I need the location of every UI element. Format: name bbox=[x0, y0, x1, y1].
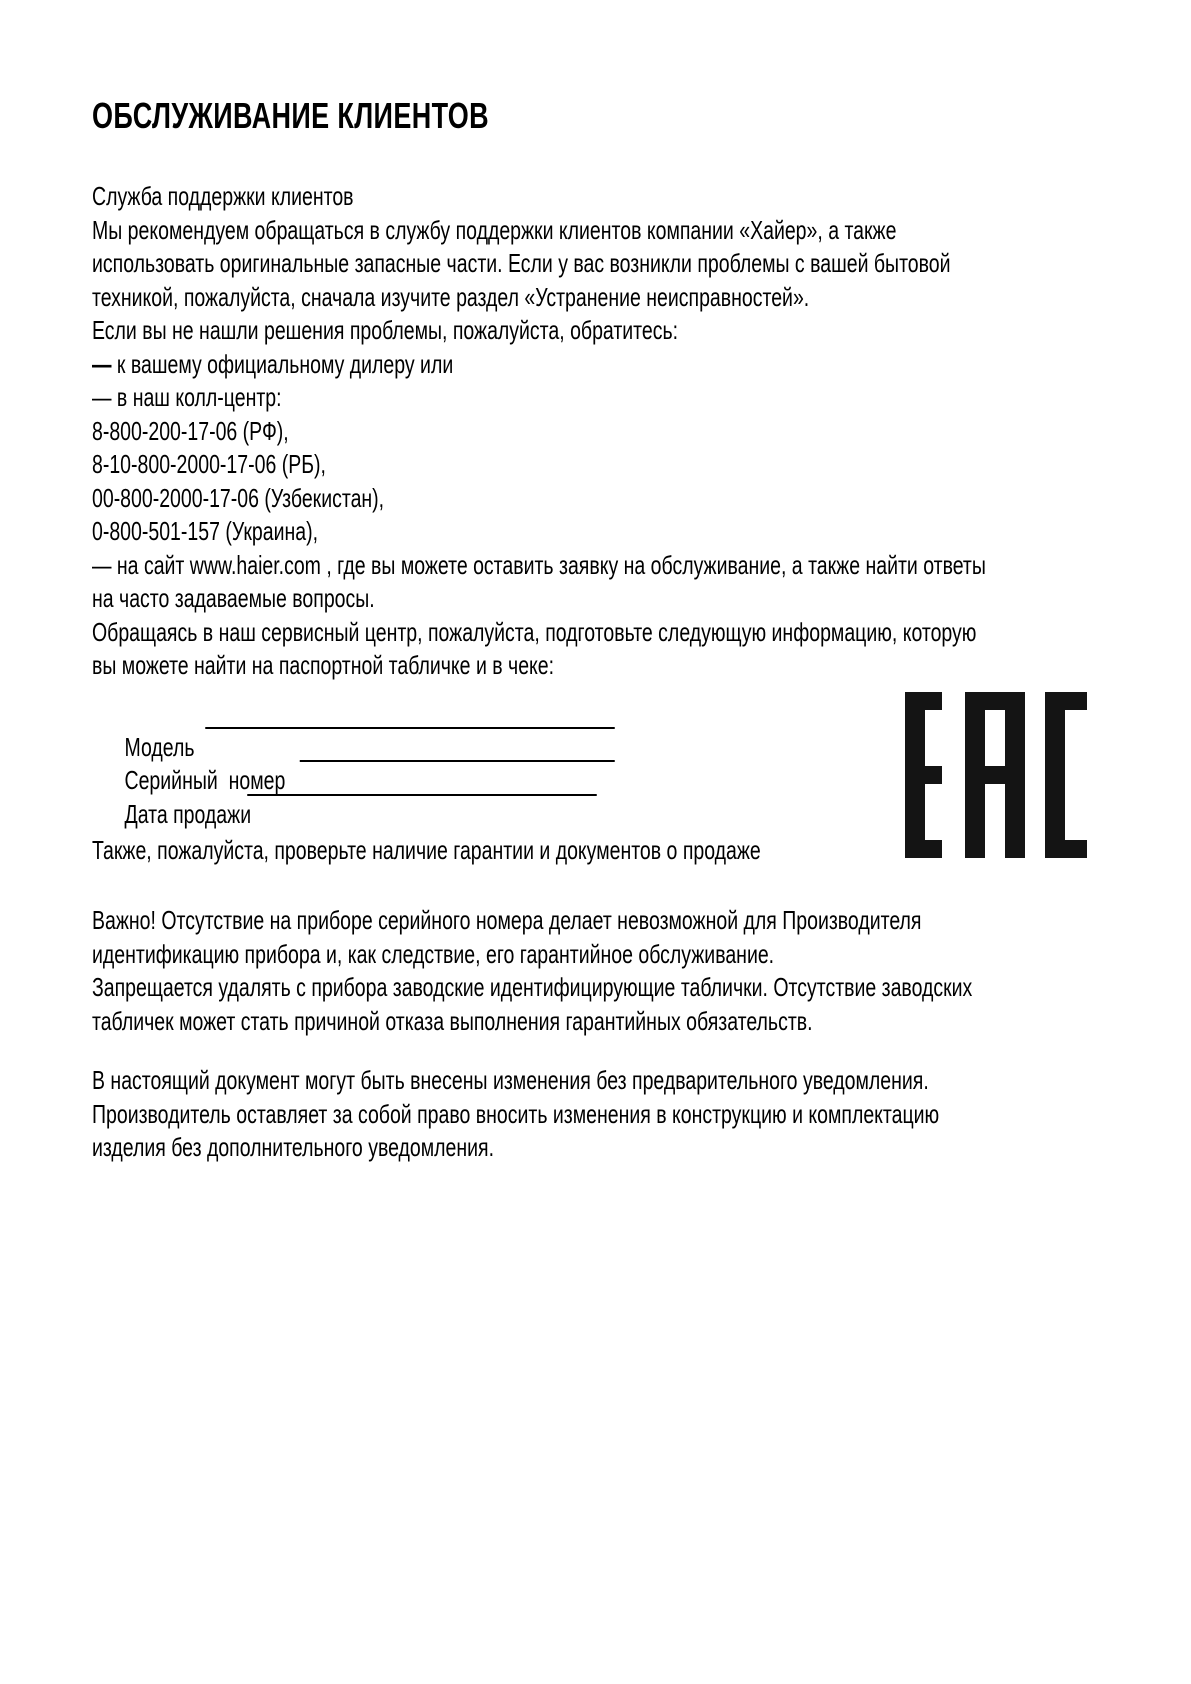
sale-date-blank-line bbox=[247, 794, 597, 796]
phone-uzbekistan-line: 00-800-2000-17-06 (Узбекистан), bbox=[92, 482, 385, 513]
spacer bbox=[92, 1038, 1142, 1064]
text-column bbox=[92, 95, 1142, 1165]
support-text-line: Обращаясь в наш сервисный центр, пожалуйста, подготовьте следующую информацию, которую bbox=[92, 616, 977, 647]
serial-blank-line bbox=[300, 760, 615, 762]
phone-rb-line: 8-10-800-2000-17-06 (РБ), bbox=[92, 449, 326, 479]
sale-date-label: Дата продажи bbox=[124, 798, 252, 829]
important-note-line: Запрещается удалять с прибора заводские идентифицирующие таблички. Отсутствие заводских bbox=[92, 972, 973, 1002]
support-heading-line: Служба поддержки клиентов bbox=[92, 181, 354, 211]
support-text-line: на часто задаваемые вопросы. bbox=[92, 583, 375, 613]
important-note-line: идентификацию прибора и, как следствие, его гарантийное обслуживание. bbox=[92, 938, 775, 969]
disclaimer-line: Производитель оставляет за собой право вносить изменения в конструкцию и комплектацию bbox=[92, 1098, 940, 1129]
warranty-note-line: Также, пожалуйста, проверьте наличие гарантии и документов о продаже bbox=[92, 835, 761, 865]
serial-number-label: Серийный номер bbox=[124, 765, 286, 795]
eac-certification-mark-icon bbox=[905, 692, 1087, 858]
disclaimer-line: изделия без дополнительного уведомления. bbox=[92, 1132, 494, 1162]
model-blank-line bbox=[205, 727, 615, 729]
phone-rf-line: 8-800-200-17-06 (РФ), bbox=[92, 415, 289, 446]
support-text-line: Мы рекомендуем обращаться в службу поддержки клиентов компании «Хайер», а также bbox=[92, 214, 897, 245]
spacer bbox=[92, 868, 1142, 905]
disclaimer-line: В настоящий документ могут быть внесены изменения без предварительного уведомления. bbox=[92, 1065, 929, 1095]
support-text-line: Если вы не нашли решения проблемы, пожалуйста, обратитесь: bbox=[92, 315, 679, 345]
callcenter-option-line: — в наш колл-центр: bbox=[92, 382, 282, 412]
support-text-line: использовать оригинальные запасные части. Если у вас возникли проблемы с вашей бытовой bbox=[92, 248, 951, 278]
page-title: ОБСЛУЖИВАНИЕ КЛИЕНТОВ bbox=[92, 95, 490, 136]
support-text-line: техникой, пожалуйста, сначала изучите раздел «Устранение неисправностей». bbox=[92, 281, 810, 312]
website-option-line: — на сайт www.haier.com , где вы можете оставить заявку на обслуживание, а также найти ответы bbox=[92, 549, 986, 580]
important-note-line: Важно! Отсутствие на приборе серийного номера делает невозможной для Производителя bbox=[92, 905, 922, 935]
dealer-option-line: — к вашему официальному дилеру или bbox=[92, 348, 454, 379]
important-note-line: табличек может стать причиной отказа выполнения гарантийных обязательств. bbox=[92, 1005, 813, 1036]
model-label: Модель bbox=[124, 731, 195, 762]
spacer bbox=[92, 137, 1142, 180]
phone-ukraine-line: 0-800-501-157 (Украина), bbox=[92, 516, 318, 546]
support-text-line: вы можете найти на паспортной табличке и в чеке: bbox=[92, 650, 555, 680]
